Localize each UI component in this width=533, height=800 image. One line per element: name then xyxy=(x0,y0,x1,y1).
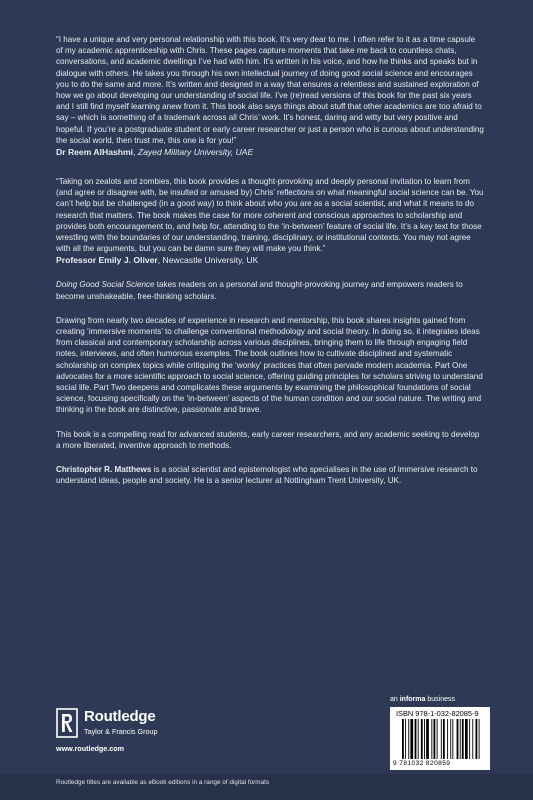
ebook-note: Routledge titles are available as eBook editions in a range of digital formats xyxy=(56,779,270,786)
book-title: Doing Good Social Science xyxy=(56,280,155,290)
informa-brand: informa xyxy=(399,696,426,703)
endorsement-1-attribution: Dr Reem AlHashmi, Zayed Military University, UAE xyxy=(56,147,254,158)
endorsement-2 xyxy=(56,176,484,266)
barcode-digits: 9 781032 820859 xyxy=(393,760,451,767)
endorsement-2-text: “Taking on zealots and zombies, this book provides a thought-provoking and deeply personal invitation to learn from (and agree or disagree with, be insulted or amused by) Chris’ reflections on what meaningful social science can be. You can’t help but be challenged (in a good way) to think about who you are as a social scientist, and what it means to do research that matters. The book makes the case for more coherent and conscious approaches to scholarship and provides both encouragement to, and help for, attending to the ‘in-between’ feature of social life. It’s a key text for those wrestling with the boundaries of our understanding, training, disciplinary, or institutional contexts. You may not agree with all the arguments, but you can be damn sure they will make you think.” xyxy=(56,177,484,254)
author-bio xyxy=(56,464,484,486)
blurb-intro-text: takes readers on a personal and thought-provoking journey and empowers readers to become unshakeable, free-thinking scholars. xyxy=(56,280,463,301)
isbn-barcode xyxy=(390,707,490,770)
author-name: Christopher R. Matthews xyxy=(56,465,152,475)
endorsement-2-affiliation: Newcastle University, UK xyxy=(162,255,259,266)
informa-prefix: an xyxy=(390,696,400,703)
endorsement-2-name: Professor Emily J. Oliver xyxy=(56,255,158,266)
publisher-url: www.routledge.com xyxy=(56,744,125,753)
blurb-description: Drawing from nearly two decades of experience in research and mentorship, this book shares insights gained from creating ‘immersive moments’ to challenge conventional methodology and social theory. In doing so, it integrates ideas from classical and contemporary scholarship across various disciplines, bringing them to life through engaging field notes, interviews, and often humorous examples. The book outlines how to cultivate disciplined and systematic scholarship on complex topics while critiquing the ‘wonky’ practices that often pervade modern academia. Part One advocates for a more scientific approach to social science, offering guiding principles for scholars striving to understand social life. Part Two deepens and complicates these arguments by examining the philosophical foundations of social science, focusing specifically on the ‘in-between’ aspects of the human condition and our social nature. The writing and thinking in the book are distinctive, passionate and brave. xyxy=(56,315,483,415)
blurb-intro xyxy=(56,279,484,301)
informa-business-tag xyxy=(390,696,455,703)
blurb-audience: This book is a compelling read for advanced students, early career researchers, and any academic seeking to develop a more liberated, inventive approach to methods. xyxy=(56,429,480,450)
informa-suffix: business xyxy=(425,696,455,703)
barcode-icon xyxy=(402,719,482,759)
endorsement-1 xyxy=(56,34,484,158)
publisher-logo xyxy=(56,706,256,756)
routledge-logo-icon xyxy=(56,708,78,738)
author-bio-text: is a social scientist and epistemologist who specialises in the use of immersive research to understand ideas, people and society. He is a senior lecturer at Nottingham Trent University, UK. xyxy=(56,465,478,486)
publisher-group: Taylor & Francis Group xyxy=(84,727,158,736)
endorsement-1-affiliation: Zayed Military University, UAE xyxy=(137,147,254,158)
endorsement-1-text: “I have a unique and very personal relationship with this book. It’s very dear to me. I often refer to it as a time capsule of my academic apprenticeship with Chris. These pages capture moments that take me back to countless chats, conversations, and academic dwellings I’ve had with him. It’s written in his voice, and how he thinks and speaks but in dialogue with others. He takes you through his own intellectual journey of doing good social science and encourages you to do the same and more. It’s written and designed in a way that ensures a relentless and sustained exploration of how we go about developing our understanding of social life. I’ve (re)read versions of this book for the past six years and I still find myself learning anew from it. This book also says things about stuff that other academics are too afraid to say – which is something of a trademark across all Chris’ work. It’s honest, daring and witty but very positive and hopeful. If you’re a postgraduate student or early career researcher or just a person who is curious about understanding the social world, then trust me, this one is for you!” xyxy=(56,35,484,145)
endorsement-2-attribution: Professor Emily J. Oliver, Newcastle University, UK xyxy=(56,255,259,266)
footer-band xyxy=(0,774,533,800)
endorsement-1-name: Dr Reem AlHashmi xyxy=(56,147,134,158)
isbn-label: ISBN 978-1-032-82085-9 xyxy=(396,709,479,718)
publisher-name: Routledge xyxy=(84,708,156,725)
cover-text xyxy=(56,34,484,500)
